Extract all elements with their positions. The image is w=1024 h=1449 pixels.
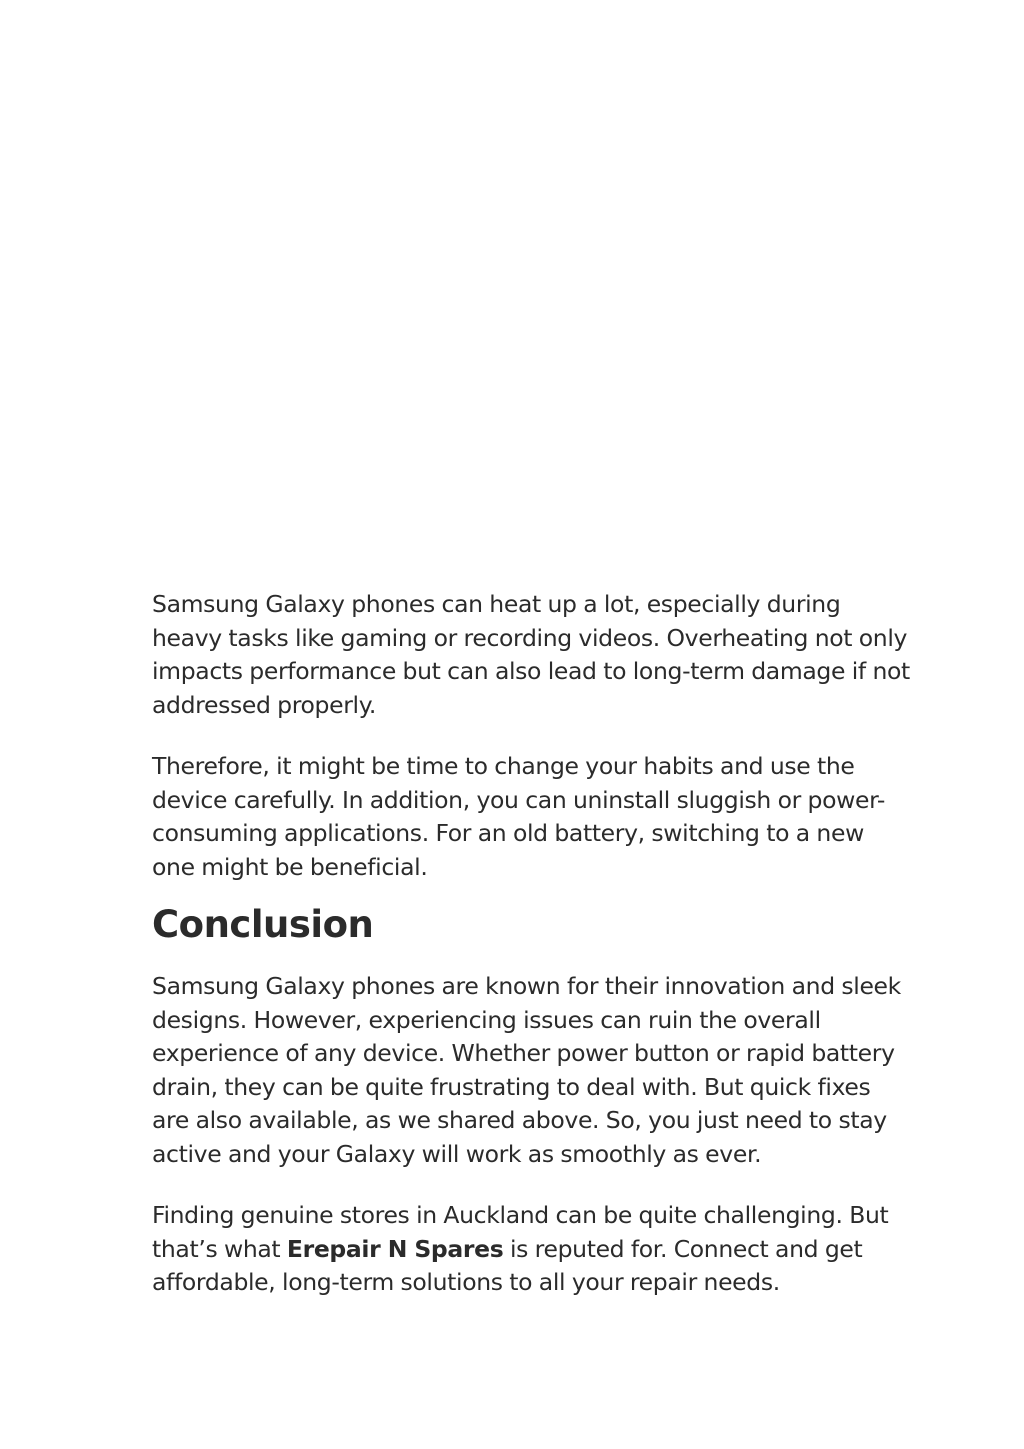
overheating-paragraph: Samsung Galaxy phones can heat up a lot, especially during heavy tasks like gaming or recording videos. Overheating not only impacts performance but can also lead to long-term damage if not addressed properly. [152, 590, 910, 719]
auckland-text-after: is reputed for. Connect and get affordable, long-term solutions to all your repair needs. [152, 1234, 863, 1296]
habits-paragraph: Therefore, it might be time to change your habits and use the device carefully. In addition, you can uninstall sluggish or power-consuming applications. For an old battery, switching to a new one might be beneficial. [152, 752, 886, 881]
conclusion-paragraph: Samsung Galaxy phones are known for their innovation and sleek designs. However, experiencing issues can ruin the overall experience of any device. Whether power button or rapid battery drain, they can be quite frustrating to deal with. But quick fixes are also available, as we shared above. So, you just need to stay active and your Galaxy will work as smoothly as ever. [152, 972, 901, 1168]
conclusion-heading: Conclusion [152, 903, 374, 946]
article-body [152, 588, 912, 1300]
brand-name: Erepair N Spares [286, 1234, 504, 1263]
auckland-paragraph [152, 1199, 912, 1300]
auckland-text-before: Finding genuine stores in Auckland can be quite challenging. But that’s what [152, 1201, 889, 1263]
